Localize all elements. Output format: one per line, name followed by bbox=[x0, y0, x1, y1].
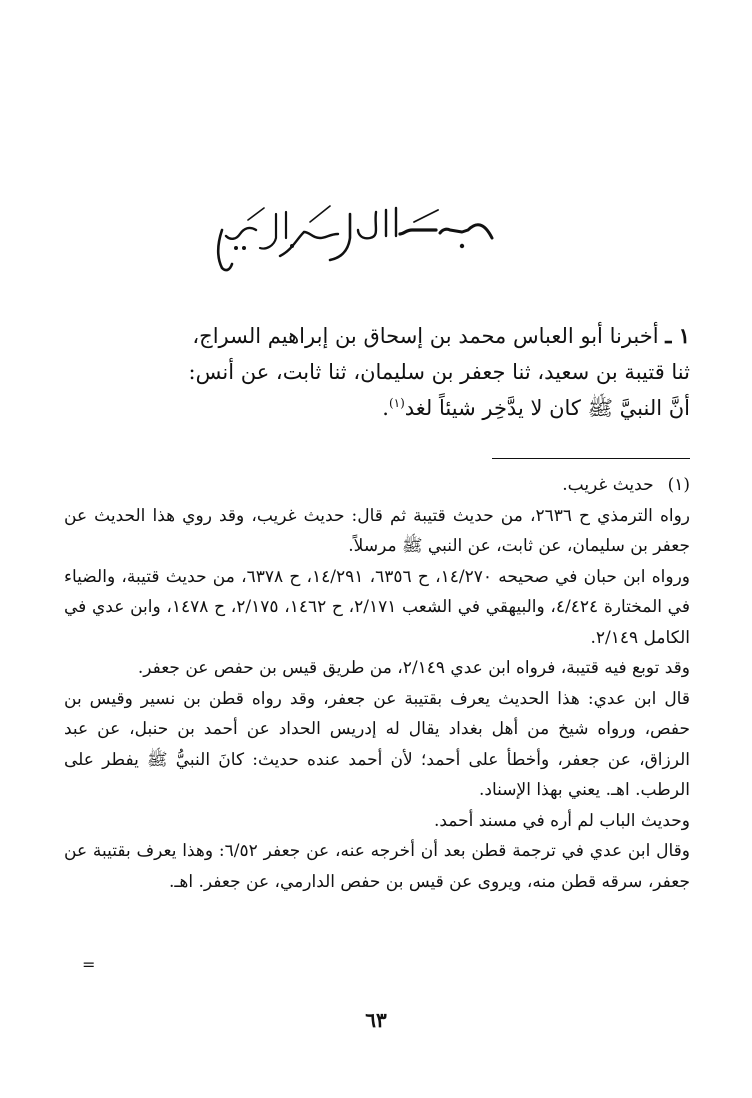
footnote-reference: (١) bbox=[388, 396, 405, 410]
footnote-paragraph: وحديث الباب لم أره في مسند أحمد. bbox=[433, 810, 690, 831]
footnotes bbox=[64, 470, 690, 897]
footnote-paragraph: قال ابن عدي: هذا الحديث يعرف بقتيبة عن جعفر، وقد رواه قطن بن نسير وقيس بن حفص، ورواه شيخ من أهل بغداد يقال له إدريس الحداد عن أحمد بن حنبل، عن عبد الرزاق، عن جعفر، وأخطأ على أحمد؛ لأن أحمد عنده حديث: كانَ النبيُّ ﷺ يفطر على الرطب. اهـ. يعني بهذا الإسناد. bbox=[64, 688, 690, 800]
footnote-grade: حديث غريب. bbox=[562, 475, 654, 495]
footnote-marker: (١) bbox=[667, 475, 690, 495]
hadith-text bbox=[80, 318, 690, 426]
isnad-line-1: أخبرنا أبو العباس محمد بن إسحاق بن إبراهيم السراج، bbox=[192, 324, 659, 348]
continuation-mark: = bbox=[82, 955, 96, 974]
hadith-isnad-line-2: ثنا قتيبة بن سعيد، ثنا جعفر بن سليمان، ثنا ثابت، عن أنس: bbox=[188, 360, 690, 384]
matn-end: . bbox=[382, 396, 389, 420]
footnote-heading bbox=[64, 470, 690, 501]
footnote-paragraph: وقد توبع فيه قتيبة، فرواه ابن عدي ٢/١٤٩، من طريق قيس بن حفص عن جعفر. bbox=[137, 658, 690, 678]
footnote-paragraph: رواه الترمذي ح ٢٦٣٦، من حديث قتيبة ثم قال: حديث غريب، وقد روي هذا الحديث عن جعفر بن سليمان، عن ثابت، عن النبي ﷺ مرسلاً. bbox=[64, 505, 690, 556]
matn-text: أنَّ النبيَّ ﷺ كان لا يدَّخِر شيئاً لغد bbox=[404, 396, 690, 420]
page-number: ٦٣ bbox=[365, 1008, 387, 1032]
footnote-paragraph: ورواه ابن حبان في صحيحه ١٤/٢٧٠، ح ٦٣٥٦، ١٤/٢٩١، ح ٦٣٧٨، من حديث قتيبة، والضياء في المختارة ٤/٤٢٤، والبيهقي في الشعب ٢/١٧١، ح ١٤٦٢، ٢/١٧٥، ح ١٤٧٨، وابن عدي في الكامل ٢/١٤٩. bbox=[64, 566, 690, 648]
footnote-separator bbox=[492, 458, 690, 459]
basmala-calligraphy-drawing bbox=[200, 200, 500, 275]
hadith-matn bbox=[80, 390, 690, 426]
footnote-paragraph: وقال ابن عدي في ترجمة قطن بعد أن أخرجه عنه، عن جعفر ٦/٥٢: وهذا يعرف بقتيبة عن جعفر، سرقه قطن منه، ويروى عن قيس بن حفص الدارمي، عن جعفر. اهـ. bbox=[64, 841, 690, 892]
basmala-calligraphy bbox=[200, 200, 500, 275]
hadith-number: ١ ـ bbox=[665, 323, 690, 348]
hadith-isnad-line-1 bbox=[80, 318, 690, 354]
